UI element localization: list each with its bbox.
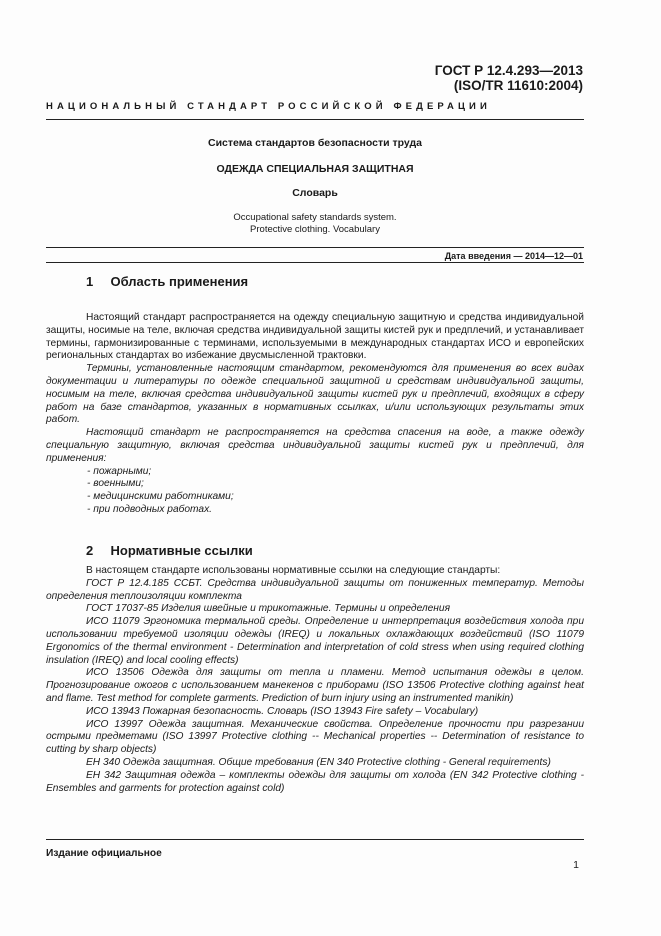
section-1-title: Область применения — [110, 274, 249, 289]
introduction-date: Дата введения — 2014—12—01 — [444, 251, 583, 261]
header-divider — [46, 119, 584, 120]
reference-item: ЕН 340 Одежда защитная. Общие требования (EN 340 Protective clothing - General requirements) — [86, 756, 551, 768]
title-divider — [46, 247, 584, 248]
references-intro: В настоящем стандарте использованы нормативные ссылки на следующие стандарты: — [86, 565, 501, 576]
reference-item: ЕН 342 Защитная одежда – комплекты одежды для защиты от холода (EN 342 Protective clothing - Ensembles and garments for protection against cold) — [46, 769, 584, 794]
bullet-item-4: - при подводных работах. — [87, 503, 213, 515]
bullet-item-2: - военными; — [87, 478, 144, 490]
section-1-number: 1 — [86, 274, 94, 289]
standard-code-ru: ГОСТ Р 12.4.293—2013 — [434, 63, 583, 78]
scope-paragraph-3: Настоящий стандарт не распространяется на средства спасения на воде, а также одежду специальную защитную, включая средства индивидуальной защиты кистей рук и предплечий, для применения: — [46, 427, 584, 464]
date-divider — [46, 262, 584, 263]
bullet-item-1: - пожарными; — [87, 465, 152, 477]
scope-paragraph-1: Настоящий стандарт распространяется на одежду специальную защитную и средства индивидуальной защиты, носимые на теле, включая средства индивидуальной защиты кистей рук и предплечий, и устанавливает термины, гармонизированные с терминами, используемыми в международных стандартах ИСО и европейских региональных стандартах во избежание двусмысленной трактовки. — [46, 312, 584, 362]
section-1-body — [46, 312, 584, 517]
reference-item: ГОСТ Р 12.4.185 ССБТ. Средства индивидуальной защиты от пониженных температур. Методы определения теплоизоляции комплекта — [46, 577, 584, 602]
section-1-heading — [86, 274, 248, 289]
english-title — [46, 212, 584, 236]
section-2-heading — [86, 543, 253, 558]
reference-item: ИСО 11079 Эргономика термальной среды. Определение и интерпретация воздействия холода при использовании требуемой изоляции одежды (IREQ) и локальных охлаждающих воздействий (ISO 11079 Ergonomics of the thermal environment - Determination and interpretation of cold stress when using required clothing insulation (IREQ) and local cooling effects) — [46, 616, 584, 666]
standard-code-iso: (ISO/TR 11610:2004) — [453, 78, 583, 93]
document-subtitle: Словарь — [292, 187, 338, 199]
section-2-body — [46, 565, 584, 795]
national-standard-heading: НАЦИОНАЛЬНЫЙ СТАНДАРТ РОССИЙСКОЙ ФЕДЕРАЦИИ — [46, 101, 491, 112]
english-title-line-2: Protective clothing. Vocabulary — [250, 224, 380, 235]
bullet-item-3: - медицинскими работниками; — [87, 491, 234, 503]
official-edition-label: Издание официальное — [46, 848, 162, 859]
reference-item: ИСО 13997 Одежда защитная. Механические свойства. Определение прочности при разрезании острыми предметами (ISO 13997 Protective clothing -- Mechanical properties -- Determination of resistance to cutting by sharp objects) — [46, 718, 584, 756]
english-title-line-1: Occupational safety standards system. — [233, 212, 397, 223]
reference-item: ГОСТ 17037-85 Изделия швейные и трикотажные. Термины и определения — [86, 603, 451, 615]
standard-code — [435, 63, 583, 93]
document-title: ОДЕЖДА СПЕЦИАЛЬНАЯ ЗАЩИТНАЯ — [216, 163, 414, 175]
section-2-number: 2 — [86, 543, 94, 558]
section-2-title: Нормативные ссылки — [110, 543, 253, 558]
page-number: 1 — [573, 859, 579, 871]
scope-paragraph-2: Термины, установленные настоящим стандартом, рекомендуются для применения во всех видах документации и литературы по одежде специальной защитной и средствам индивидуальной защиты, носимым на теле, включая средства индивидуальной защиты кистей рук и предплечий, входящих в сферу работ на базе стандартов, указанных в нормативных ссылках, и/или использующих результаты этих работ. — [46, 363, 584, 426]
reference-item: ИСО 13506 Одежда для защиты от тепла и пламени. Метод испытания одежды в целом. Прогнозирование ожогов с использованием манекенов с приборами (ISO 13506 Protective clothing against heat and flame. Test method for complete garments. Prediction of burn injury using an instrumented manikin) — [46, 667, 584, 704]
system-title: Система стандартов безопасности труда — [207, 137, 423, 149]
reference-item: ИСО 13943 Пожарная безопасность. Словарь (ISO 13943 Fire safety – Vocabulary) — [86, 705, 479, 717]
footer-divider — [46, 839, 584, 840]
